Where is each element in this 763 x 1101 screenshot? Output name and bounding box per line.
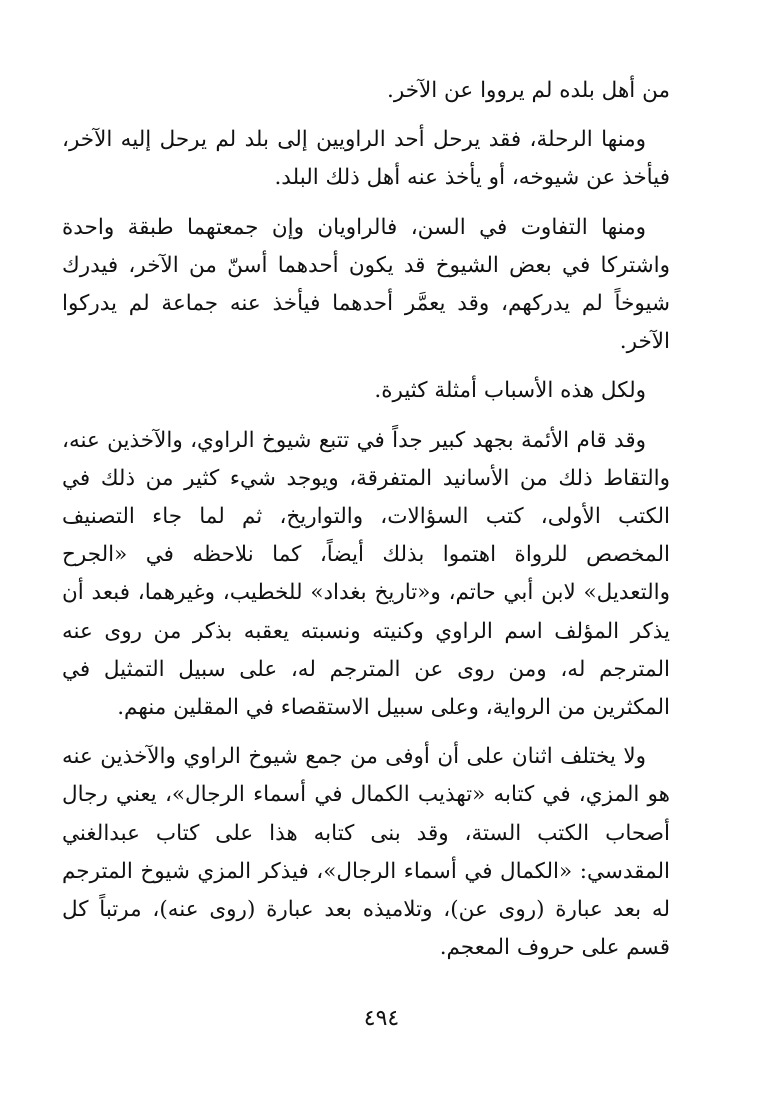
paragraph-1: من أهل بلده لم يرووا عن الآخر. <box>387 78 670 103</box>
paragraph-2: ومنها الرحلة، فقد يرحل أحد الراويين إلى بلد لم يرحل إليه الآخر، فيأخذ عن شيوخه، أو يأخذ عنه أهل ذلك البلد. <box>62 127 670 191</box>
paragraph-3: ومنها التفاوت في السن، فالراويان وإن جمعتهما طبقة واحدة واشتركا في بعض الشيوخ قد يكون أحدهما أسنّ من الآخر، فيدرك شيوخاً لم يدركهم، وقد يعمَّر أحدهما فيأخذ عنه جماعة لم يدركوا الآخر. <box>62 214 670 355</box>
paragraph-5: وقد قام الأئمة بجهد كبير جداً في تتبع شيوخ الراوي، والآخذين عنه، والتقاط ذلك من الأسانيد المتفرقة، ويوجد شيء كثير من ذلك في الكتب الأولى، كتب السؤالات، والتواريخ، ثم لما جاء التصنيف المخصص للرواة اهتموا بذلك أيضاً، كما نلاحظه في «الجرح والتعديل» لابن أبي حاتم، و«تاريخ بغداد» للخطيب، وغيرهما، فبعد أن يذكر المؤلف اسم الراوي وكنيته ونسبته يعقبه بذكر من روى عنه المترجم له، ومن روى عن المترجم له، على سبيل التمثيل في المكثرين من الرواية، وعلى سبيل الاستقصاء في المقلين منهم. <box>62 427 670 721</box>
paragraph-6: ولا يختلف اثنان على أن أوفى من جمع شيوخ الراوي والآخذين عنه هو المزي، في كتابه «تهذيب الكمال في أسماء الرجال»، يعني رجال أصحاب الكتب الستة، وقد بنى كتابه هذا على كتاب عبدالغني المقدسي: «الكمال في أسماء الرجال»، فيذكر المزي شيوخ المترجم له بعد عبارة (روى عن)، وتلاميذه بعد عبارة (روى عنه)، مرتباً كل قسم على حروف المعجم. <box>62 744 670 961</box>
page-body <box>62 72 670 978</box>
paragraph-4: ولكل هذه الأسباب أمثلة كثيرة. <box>374 378 646 404</box>
page-number: ٤٩٤ <box>363 1006 400 1031</box>
